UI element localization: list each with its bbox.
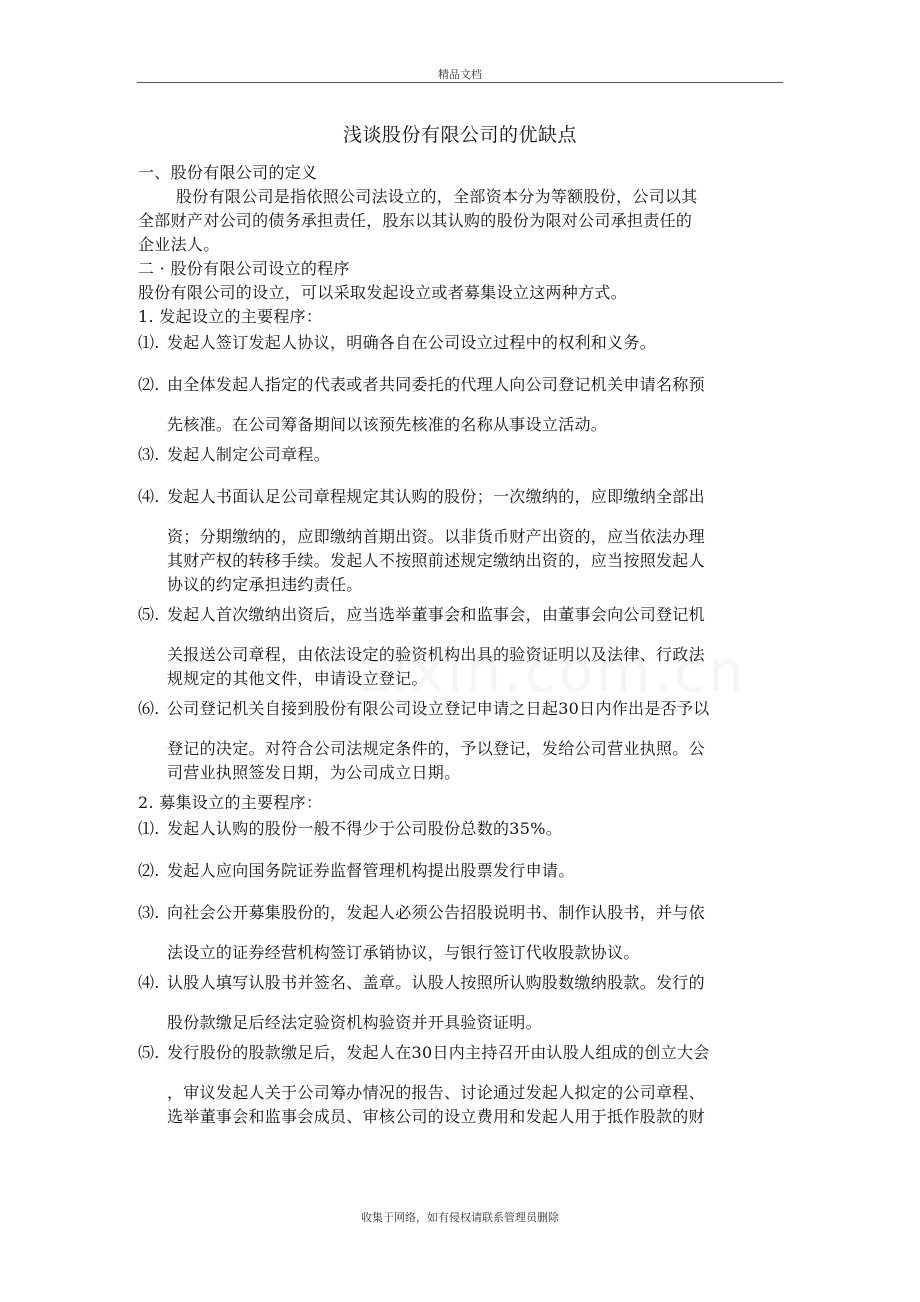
item-number: ⑶. — [138, 445, 160, 464]
list-item — [138, 331, 782, 355]
item-text-line: 选举董事会和监事会成员、审核公司的设立费用和发起人用于抵作股款的财 — [167, 1107, 705, 1126]
subsection-1-heading: 1. 发起设立的主要程序： — [138, 307, 323, 326]
item-text-line: 发起人应向国务院证券监督管理机构提出股票发行申请。 — [167, 861, 575, 880]
item-text-line: 公司登记机关自接到股份有限公司设立登记申请之日起30日内作出是否予以 — [167, 699, 710, 718]
section-2-intro: 股份有限公司的设立，可以采取发起设立或者募集设立这两种方式。 — [138, 283, 628, 302]
list-item — [138, 1041, 782, 1129]
subsection-1-list — [138, 331, 782, 785]
section-1-para-line: 全部财产对公司的债务承担责任，股东以其认购的股份为限对公司承担责任的 — [138, 211, 693, 230]
item-text-line: ，审议发起人关于公司筹办情况的报告、讨论通过发起人拟定的公司章程、 — [167, 1083, 705, 1102]
page-header: 精品文档 — [438, 68, 482, 81]
item-text-line: 资；分期缴纳的，应即缴纳首期出资。以非货币财产出资的，应当依法办理 — [167, 527, 705, 546]
item-text-line: 司营业执照签发日期，为公司成立日期。 — [167, 763, 461, 782]
item-text-line: 其财产权的转移手续。发起人不按照前述规定缴纳出资的，应当按照发起人 — [167, 551, 705, 570]
section-1-para-line: 股份有限公司是指依照公司法设立的，全部资本分为等额股份，公司以其 — [176, 187, 698, 206]
item-text-line: 规规定的其他文件，申请设立登记。 — [167, 669, 428, 688]
document-title: 浅谈股份有限公司的优缺点 — [342, 124, 577, 146]
item-text-line: 发起人制定公司章程。 — [167, 445, 331, 464]
header-rule — [137, 82, 783, 83]
item-text-line: 登记的决定。对符合公司法规定条件的，予以登记，发给公司营业执照。公 — [167, 739, 705, 758]
item-text-line: 发起人签订发起人协议，明确各自在公司设立过程中的权利和义务。 — [167, 333, 657, 352]
item-text-line: 发起人认购的股份一般不得少于公司股份总数的35%。 — [167, 819, 563, 838]
item-text-line: 关报送公司章程，由依法设定的验资机构出具的验资证明以及法律、行政法 — [167, 645, 705, 664]
item-text-line: 协议的约定承担违约责任。 — [167, 575, 363, 594]
list-item — [138, 901, 782, 965]
list-item — [138, 373, 782, 437]
item-number: ⑷. — [138, 973, 160, 992]
item-number: ⑴. — [138, 819, 160, 838]
item-text-line: 发行股份的股款缴足后，发起人在30日内主持召开由认股人组成的创立大会 — [167, 1043, 710, 1062]
item-number: ⑸. — [138, 1043, 160, 1062]
section-2-heading: 二 · 股份有限公司设立的程序 — [138, 259, 350, 278]
list-item — [138, 485, 782, 597]
item-number: ⑹. — [138, 699, 160, 718]
item-text-line: 认股人填写认股书并签名、盖章。认股人按照所认购股数缴纳股款。发行的 — [167, 973, 705, 992]
subsection-2-list — [138, 817, 782, 1129]
document-body — [138, 161, 782, 1135]
item-number: ⑵. — [138, 375, 160, 394]
item-text-line: 法设立的证券经营机构签订承销协议，与银行签订代收股款协议。 — [167, 943, 640, 962]
section-1-para-line: 企业法人。 — [138, 235, 220, 254]
list-item — [138, 603, 782, 691]
item-text-line: 发起人首次缴纳出资后，应当选举董事会和监事会，由董事会向公司登记机 — [167, 605, 705, 624]
item-number: ⑴. — [138, 333, 160, 352]
item-number: ⑷. — [138, 487, 160, 506]
list-item — [138, 443, 782, 467]
item-text-line: 向社会公开募集股份的，发起人必须公告招股说明书、制作认股书，并与依 — [167, 903, 705, 922]
list-item — [138, 697, 782, 785]
list-item — [138, 817, 782, 841]
item-number: ⑸. — [138, 605, 160, 624]
list-item — [138, 859, 782, 883]
item-text-line: 由全体发起人指定的代表或者共同委托的代理人向公司登记机关申请名称预 — [167, 375, 705, 394]
item-text-line: 先核准。在公司筹备期间以该预先核准的名称从事设立活动。 — [167, 415, 608, 434]
page-footer: 收集于网络，如有侵权请联系管理员删除 — [361, 1211, 559, 1224]
item-text-line: 发起人书面认足公司章程规定其认购的股份；一次缴纳的，应即缴纳全部出 — [167, 487, 705, 506]
subsection-2-heading: 2. 募集设立的主要程序： — [138, 793, 323, 812]
section-1-heading: 一、股份有限公司的定义 — [138, 163, 318, 182]
item-number: ⑵. — [138, 861, 160, 880]
list-item — [138, 971, 782, 1035]
item-number: ⑶. — [138, 903, 160, 922]
item-text-line: 股份款缴足后经法定验资机构验资并开具验资证明。 — [167, 1013, 542, 1032]
